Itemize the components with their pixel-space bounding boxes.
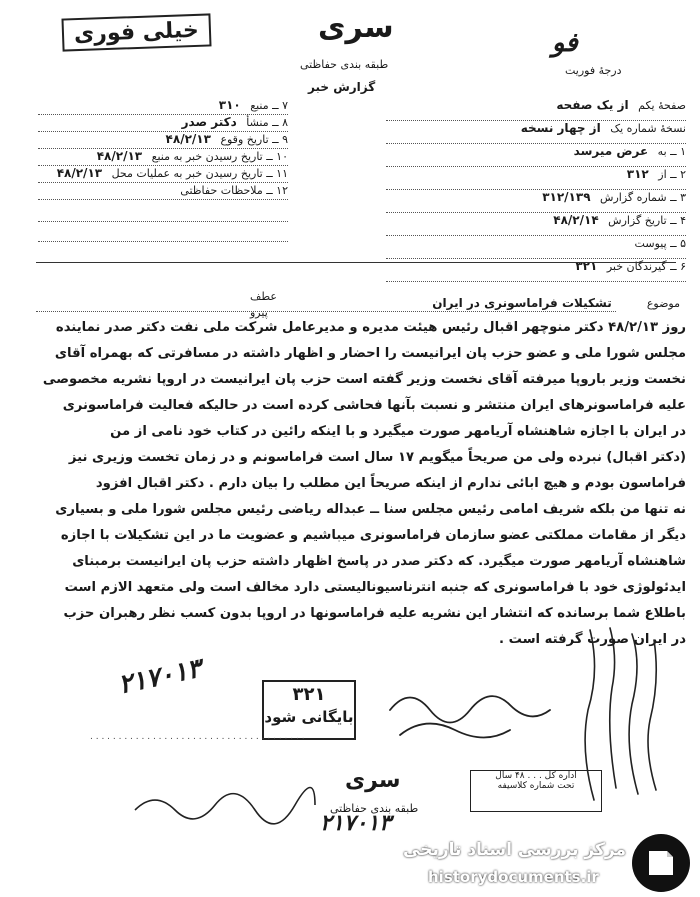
bottom-secret: سری (345, 768, 401, 793)
subject-line (36, 310, 616, 312)
body-line: ایدئولوژی خود با فراماسونری که جنبه انترناسیونالیستی دارد مخالف است ولی متعهد الازم است (64, 580, 686, 595)
body-line: در ایران صورت گرفته است . (499, 632, 686, 647)
archive-label: بایگانی شود (264, 708, 354, 726)
handwritten-number: ۲۱۷۰۱۳ (115, 653, 204, 701)
body-line: نه تنها من بلکه شریف امامی رئیس مجلس سنا ــ عبداله ریاضی رئیس مجلس شورا ملی و بسیاری (55, 502, 686, 517)
archive-number: ۳۲۱ (292, 684, 326, 705)
priority-label: درجهٔ فوریت (565, 64, 622, 77)
page-title: سری (318, 10, 394, 45)
prior-label: پیرو (250, 306, 268, 319)
field-attachment: ۵ ــ پیوست (386, 236, 686, 259)
field-report-number: ۳ ــ شماره گزارش ۳۱۲/۱۳۹ (386, 190, 686, 213)
body-line: فراماسون بودم و هیچ ابائی ندارم از اینکه صریحاً این مطلب را بیان دارم . دکتر اقبال افزود (95, 476, 686, 491)
urgent-stamp-text: خیلی فوری (73, 17, 200, 48)
blank-line (38, 220, 288, 222)
footer-org-name: مرکز بررسی اسناد تاریخی (403, 840, 626, 860)
body-line: مجلس شورا ملی و عضو حزب پان ایرانیست را احضار و اظهار داشته در مسافرتی که بهمراه آقای (54, 346, 686, 361)
field-security-notes: ۱۲ ــ ملاحظات حفاظتی (38, 183, 288, 200)
classification-label: طبقه بندی حفاظتی (300, 58, 389, 71)
field-received-source: ۱۰ ــ تاریخ رسیدن خبر به منبع ۴۸/۲/۱۳ (38, 149, 288, 166)
urgent-stamp (61, 13, 211, 51)
archive-stamp (262, 680, 356, 740)
office-stamp-line1: اداره کل . . . ۴۸ سال (495, 771, 577, 781)
left-fields (38, 98, 288, 200)
stamp-text-line: . . . . . . . . . . . . . . . . . . . . . . . . . . . . . . . . . . . . . . (90, 732, 305, 742)
body-line: دیگر از مقامات مملکتی عضو سازمان فراماسونری میباشیم و عضویت ما در این تشکیلات با اجازه (60, 528, 686, 543)
field-source: ۷ ــ منبع ۳۱۰ (38, 98, 288, 115)
bottom-classification: طبقه بندی حفاظتی (330, 802, 419, 815)
handwritten-number-bottom: ۲۱۷۰۱۳ (320, 810, 391, 836)
field-received-ops: ۱۱ ــ تاریخ رسیدن خبر به عملیات محل ۴۸/۲/۱۳ (38, 166, 288, 183)
subject (280, 292, 680, 311)
blank-line (38, 240, 288, 242)
body-line: شاهنشاه آریامهر صورت میگیرد. که دکتر صدر در پاسخ اظهار داشته حزب پان ایرانیست برمبنای (72, 554, 686, 569)
field-report-date: ۴ ــ تاریخ گزارش ۴۸/۲/۱۴ (386, 213, 686, 236)
field-from: ۲ ــ از ۳۱۲ (386, 167, 686, 190)
field-page: صفحهٔ یکم از یک صفحه (386, 98, 686, 121)
right-fields (386, 98, 686, 282)
footer-website: historydocuments.ir (428, 868, 599, 886)
subject-text: تشکیلات فراماسونری در ایران (432, 296, 612, 310)
office-stamp-line2: تحت شماره کلاسیفه (497, 781, 575, 791)
report-label: گزارش خبر (308, 80, 376, 94)
footer-watermark (400, 834, 696, 894)
field-to: ۱ ــ به عرض میرسد (386, 144, 686, 167)
body-line: علیه فراماسونرهای ایران منتشر و نسبت بآنها فحاشی کرده است در حالیکه فعالیت فراماسونری (62, 398, 686, 413)
signature (380, 680, 560, 750)
bottom-signature (130, 785, 320, 825)
field-origin: ۸ ــ منشأ دکتر صدر (38, 115, 288, 132)
field-recipients: ۶ ــ گیرندگان خبر ۳۲۱ (386, 259, 686, 282)
field-copy: نسخهٔ شماره یک از چهار نسخه (386, 121, 686, 144)
body-line: (دکتر اقبال) نبرده ولی من صریحاً میگویم ۱۷ سال است فراماسونم و در زمان تخست وزیری نیز (68, 450, 686, 465)
body-line: نخست وزیر باروپا میرفته آقای نخست وزیر گفته است حزب پان ایرانیست در اروپا نشریه مخصوصی (42, 372, 686, 387)
body-line: روز ۴۸/۲/۱۳ دکتر منوچهر اقبال رئیس هیئت مدیره و مدیرعامل شرکت ملی نفت دکتر صدر نماینده (55, 320, 686, 335)
divider (36, 262, 676, 263)
body-line: باطلاع شما برسانده که انتشار این نشریه علیه فراماسونها در اروپا بدون کسب نظر رهبران حزب (63, 606, 686, 621)
body-line: در ایران با اجازه شاهنشاه آریامهر صورت میگیرد و با اینکه رائین در کتاب خود نامی از من (110, 424, 686, 439)
priority-handwriting: ﻓﻮ (552, 28, 578, 58)
office-stamp (470, 770, 602, 812)
archive-logo-icon (632, 834, 690, 892)
report-body (42, 320, 686, 658)
ref-label: عطف (250, 290, 277, 303)
field-event-date: ۹ ــ تاریخ وقوع ۴۸/۲/۱۳ (38, 132, 288, 149)
subject-label: موضوع (646, 297, 680, 310)
